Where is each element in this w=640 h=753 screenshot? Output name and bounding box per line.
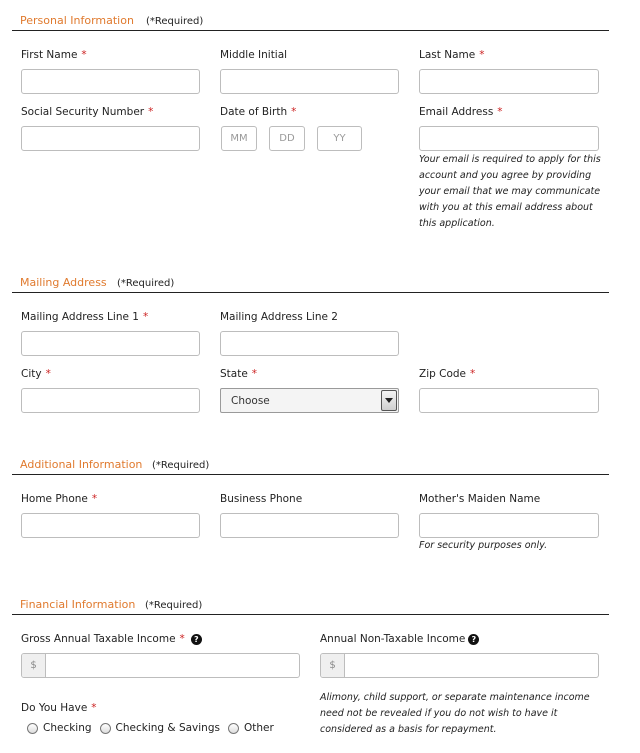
business-phone-input[interactable] (220, 513, 399, 538)
help-icon[interactable]: ? (191, 634, 202, 645)
last-name-input[interactable] (419, 69, 599, 94)
mailing-section-title: Mailing Address (20, 276, 107, 289)
do-you-have-label: Do You Have * (21, 702, 97, 714)
dob-month-input[interactable]: MM (221, 126, 257, 151)
currency-prefix: $ (321, 654, 345, 677)
middle-initial-input[interactable] (220, 69, 399, 94)
first-name-label: First Name * (21, 49, 87, 61)
address-line1-label: Mailing Address Line 1 * (21, 311, 149, 323)
zip-label: Zip Code * (419, 368, 476, 380)
email-note: Your email is required to apply for this account and you agree by providing your email that we may communicate with you at this email address about this application. (419, 154, 601, 229)
additional-required-note: (*Required) (152, 460, 210, 471)
gross-income-input[interactable] (21, 653, 300, 678)
state-selected-value: Choose (231, 394, 270, 407)
gross-income-label: Gross Annual Taxable Income * ? (21, 633, 202, 645)
dob-year-input[interactable]: YY (317, 126, 362, 151)
radio-checking[interactable] (27, 723, 38, 734)
last-name-label: Last Name * (419, 49, 485, 61)
middle-initial-label: Middle Initial (220, 49, 288, 61)
state-label: State * (220, 368, 258, 380)
dob-label: Date of Birth * (220, 106, 297, 118)
non-taxable-note: Alimony, child support, or separate maintenance income need not be revealed if you do not wish to have it considered as a basis for repayment. (320, 692, 590, 735)
city-label: City * (21, 368, 51, 380)
financial-section-title: Financial Information (20, 598, 136, 611)
help-icon[interactable]: ? (468, 634, 479, 645)
radio-checking-savings-label[interactable]: Checking & Savings (115, 722, 220, 734)
email-label: Email Address * (419, 106, 503, 118)
zip-input[interactable] (419, 388, 599, 413)
ssn-label: Social Security Number * (21, 106, 154, 118)
dob-day-input[interactable]: DD (269, 126, 305, 151)
business-phone-label: Business Phone (220, 493, 303, 505)
personal-section-title: Personal Information (20, 14, 134, 27)
non-taxable-income-input[interactable] (320, 653, 599, 678)
financial-required-note: (*Required) (145, 600, 203, 611)
state-select[interactable] (220, 388, 399, 413)
financial-section-header (12, 595, 609, 615)
mailing-section-header (12, 273, 609, 293)
non-taxable-income-label: Annual Non-Taxable Income ? (320, 633, 479, 645)
chevron-down-icon[interactable] (381, 390, 397, 411)
personal-section-header (12, 11, 609, 31)
radio-checking-label[interactable]: Checking (43, 722, 92, 734)
address-line1-input[interactable] (21, 331, 200, 356)
radio-other-label[interactable]: Other (243, 722, 274, 734)
city-input[interactable] (21, 388, 200, 413)
additional-section-header (12, 455, 609, 475)
ssn-input[interactable] (21, 126, 200, 151)
address-line2-input[interactable] (220, 331, 399, 356)
radio-checking-savings[interactable] (100, 723, 111, 734)
maiden-name-input[interactable] (419, 513, 599, 538)
address-line2-label: Mailing Address Line 2 (220, 311, 338, 323)
currency-prefix: $ (22, 654, 46, 677)
radio-other[interactable] (228, 723, 239, 734)
mailing-required-note: (*Required) (117, 278, 175, 289)
account-type-radio-group (27, 722, 282, 734)
personal-required-note: (*Required) (146, 16, 204, 27)
additional-section-title: Additional Information (20, 458, 143, 471)
home-phone-input[interactable] (21, 513, 200, 538)
maiden-name-label: Mother's Maiden Name (419, 493, 541, 505)
email-input[interactable] (419, 126, 599, 151)
maiden-name-note: For security purposes only. (419, 540, 548, 551)
home-phone-label: Home Phone * (21, 493, 98, 505)
first-name-input[interactable] (21, 69, 200, 94)
